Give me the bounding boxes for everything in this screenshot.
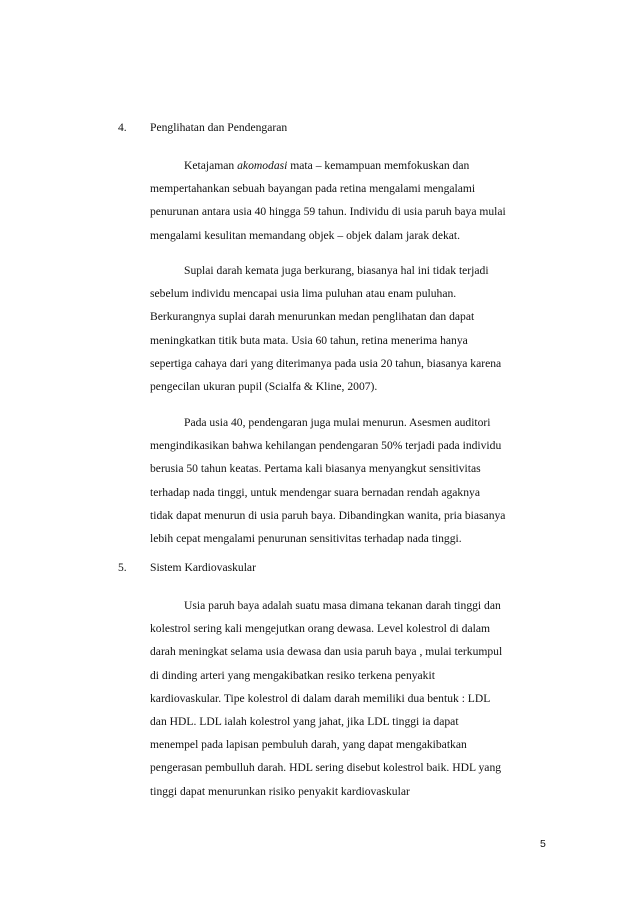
paragraph-line: tinggi dapat menurunkan risiko penyakit kardiovaskular — [150, 784, 410, 798]
section-title: Penglihatan dan Pendengaran — [150, 121, 288, 134]
paragraph-line: sepertiga cahaya dari yang diterimanya pada usia 20 tahun, biasanya karena — [150, 356, 502, 370]
paragraph-line: darah meningkat selama usia dewasa dan usia paruh baya , mulai terkumpul — [150, 645, 503, 659]
paragraph-line: di dinding arteri yang mengakibatkan resiko terkena penyakit — [150, 668, 435, 682]
paragraph-line: Pada usia 40, pendengaran juga mulai menurun. Asesmen auditori — [184, 416, 491, 429]
paragraph-line: kolestrol sering kali mengejutkan orang dewasa. Level kolestrol di dalam — [150, 622, 490, 636]
paragraph-line: kardiovaskular. Tipe kolestrol di dalam darah memiliki dua bentuk : LDL — [150, 691, 491, 705]
paragraph-line: dan HDL. LDL ialah kolestrol yang jahat, jika LDL tinggi ia dapat — [150, 714, 459, 728]
section-title: Sistem Kardiovaskular — [150, 561, 256, 574]
paragraph-line: Ketajaman akomodasi mata – kemampuan memfokuskan dan — [184, 159, 470, 172]
italic-term: akomodasi — [237, 159, 288, 172]
paragraph-line: sebelum individu mencapai usia lima puluhan atau enam puluhan. — [150, 287, 457, 301]
paragraph-line: mengalami kesulitan memandang objek – objek dalam jarak dekat. — [150, 228, 461, 242]
paragraph-line: menempel pada lapisan pembuluh darah, yang dapat mengakibatkan — [150, 738, 467, 752]
paragraph-line: berusia 50 tahun keatas. Pertama kali biasanya menyangkut sensitivitas — [150, 462, 481, 476]
section-number: 4. — [118, 121, 127, 134]
paragraph-line: tidak dapat menurun di usia paruh baya. Dibandingkan wanita, pria biasanya — [150, 508, 506, 522]
section-number: 5. — [118, 561, 127, 574]
paragraph — [150, 154, 550, 247]
paragraph — [150, 594, 550, 803]
paragraph — [150, 259, 550, 398]
paragraph-line: terhadap nada tinggi, untuk mendengar suara bernadan rendah agaknya — [150, 485, 480, 499]
paragraph-line: lebih cepat mengalami penurunan sensitivitas terhadap nada tinggi. — [150, 531, 462, 545]
paragraph-line: Usia paruh baya adalah suatu masa dimana tekanan darah tinggi dan — [184, 599, 501, 612]
paragraph-line: pengerasan pembulluh darah. HDL sering disebut kolestrol baik. HDL yang — [150, 761, 502, 775]
paragraph-line: penurunan antara usia 40 hingga 59 tahun. Individu di usia paruh baya mulai — [150, 205, 506, 219]
paragraph-line: Berkurangnya suplai darah menurunkan medan penglihatan dan dapat — [150, 310, 475, 324]
paragraph-line: meningkatkan titik buta mata. Usia 60 tahun, retina menerima hanya — [150, 333, 468, 347]
paragraph-line: pengecilan ukuran pupil (Scialfa & Kline, 2007). — [150, 379, 378, 393]
paragraph-line: mempertahankan sebuah bayangan pada retina mengalami mengalami — [150, 182, 476, 196]
paragraph-line: mengindikasikan bahwa kehilangan pendengaran 50% terjadi pada individu — [150, 439, 502, 453]
paragraph — [150, 411, 550, 550]
page-number: 5 — [540, 838, 546, 850]
paragraph-line: Suplai darah kemata juga berkurang, biasanya hal ini tidak terjadi — [184, 264, 489, 277]
